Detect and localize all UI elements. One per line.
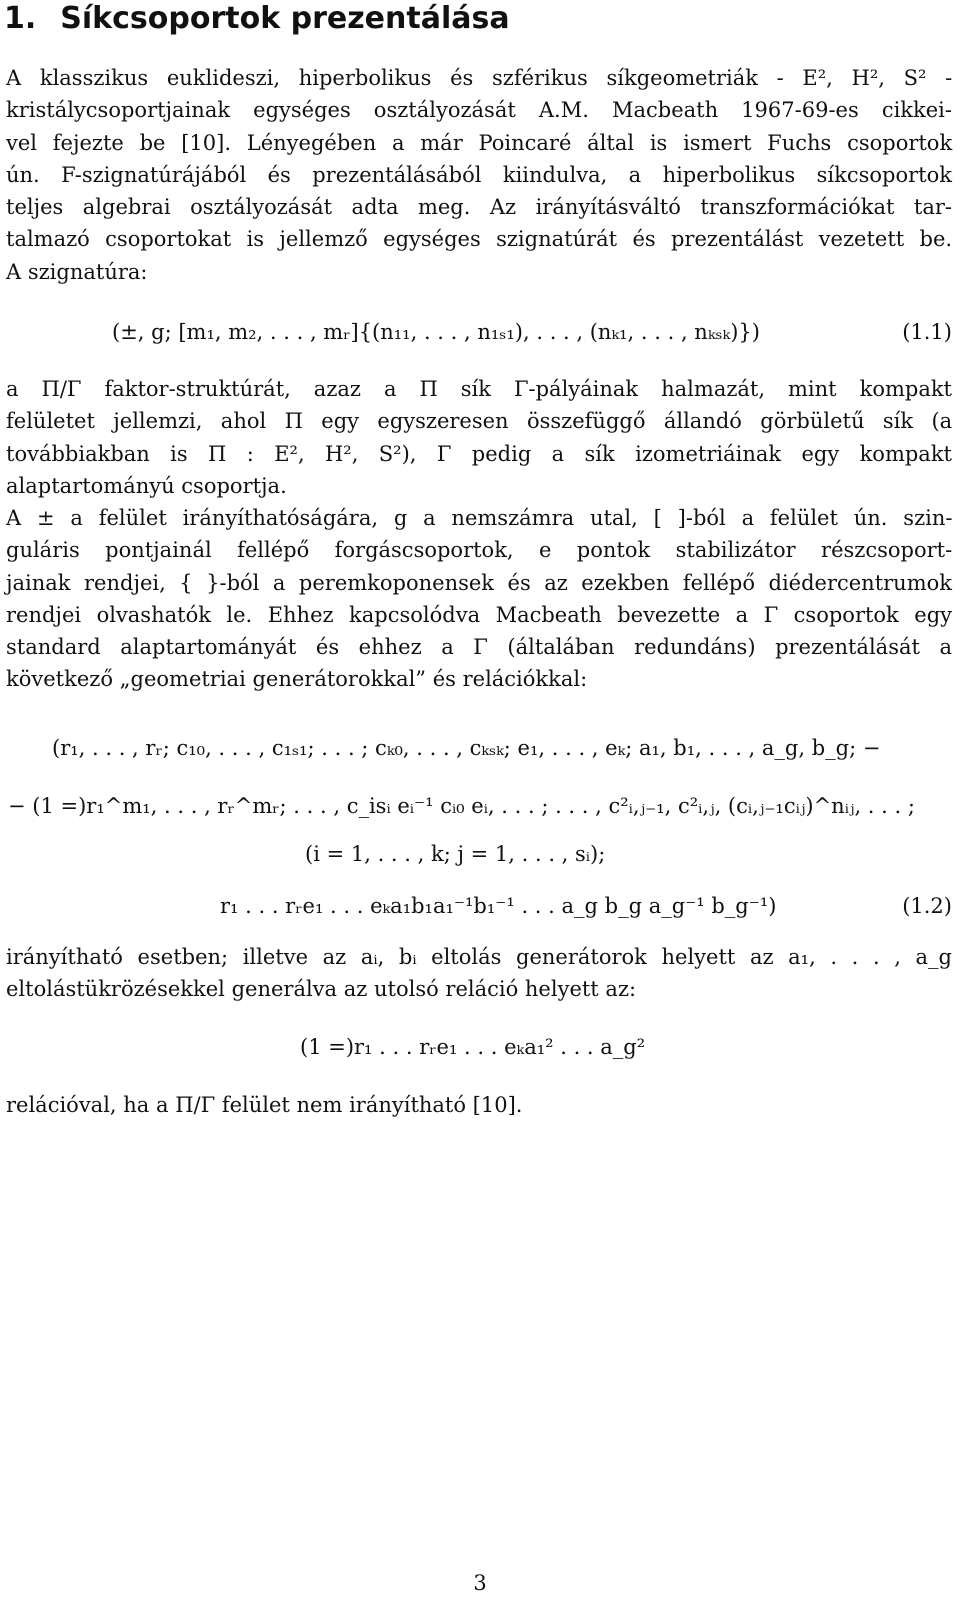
text-line: guláris pontjainál fellépő forgáscsoportok, e pontok stabilizátor részcsoport-: [6, 538, 953, 563]
equation-number: (1.1): [902, 320, 952, 344]
text-line: jainak rendjei, { }-ból a peremkoponensek és az ezekben fellépő diédercentrumok: [6, 570, 952, 595]
text-line: relációval, ha a Π/Γ felület nem irányítható [10].: [6, 1093, 523, 1117]
text-line: irányítható esetben; illetve az aᵢ, bᵢ eltolás generátorok helyett az a₁, . . . , a_g: [6, 945, 952, 969]
text-line: felületet jellemzi, ahol Π egy egyszeresen összefüggő állandó görbületű sík (a: [6, 409, 953, 434]
text-line: alaptartományú csoportja.: [6, 473, 287, 498]
text-line: A szignatúra:: [6, 259, 148, 284]
equation-nonorientable-relation: (1 =)r₁ . . . rᵣe₁ . . . eₖa₁² . . . a_g²: [300, 1035, 646, 1059]
paragraph-intro: [6, 62, 952, 288]
equation-generators-line1: (r₁, . . . , rᵣ; c₁₀, . . . , c₁ₛ₁; . . . ; cₖ₀, . . . , cₖₛₖ; e₁, . . . , eₖ; a₁, b₁, . . . , a_g, b_g; −: [52, 736, 881, 760]
section-heading: [4, 2, 510, 36]
text-line: talmazó csoportokat is jellemző egységes szignatúrát és prezentálást vezetett be.: [6, 227, 953, 252]
text-line: továbbiakban is Π : E², H², S²), Γ pedig a sík izometriáinak egy kompakt: [6, 441, 952, 466]
equation-generators-line4: r₁ . . . rᵣe₁ . . . eₖa₁b₁a₁⁻¹b₁⁻¹ . . . a_g b_g a_g⁻¹ b_g⁻¹): [220, 894, 777, 918]
equation-signature: (±, g; [m₁, m₂, . . . , mᵣ]{(n₁₁, . . . , n₁ₛ₁), . . . , (nₖ₁, . . . , nₖₛₖ)}): [112, 320, 760, 344]
text-line: standard alaptartományát és ehhez a Γ (általában redundáns) prezentálását a: [6, 635, 953, 660]
text-line: a Π/Γ faktor-struktúrát, azaz a Π sík Γ-pályáinak halmazát, mint kompakt: [6, 377, 952, 401]
paragraph-closing: [6, 1089, 952, 1121]
text-line: eltolástükrözésekkel generálva az utolsó reláció helyett az:: [6, 977, 637, 1002]
paragraph-factor-structure: [6, 373, 952, 502]
text-line: rendjei olvashatók le. Ehhez kapcsolódva Macbeath bevezette a Γ csoportok egy: [6, 602, 952, 627]
text-line: következő „geometriai generátorokkal” és relációkkal:: [6, 667, 588, 692]
text-line: A ± a felület irányíthatóságára, g a nemszámra utal, [ ]-ból a felület ún. szin-: [6, 506, 953, 530]
equation-generators-line2: − (1 =)r₁^m₁, . . . , rᵣ^mᵣ; . . . , c_isᵢ eᵢ⁻¹ cᵢ₀ eᵢ, . . . ; . . . , c²ᵢ,ⱼ₋₁, c²ᵢ,ⱼ, (cᵢ,ⱼ₋₁cᵢⱼ)^nᵢⱼ, . . . ;: [8, 794, 915, 818]
text-line: vel fejezte be [10]. Lényegében a már Poincaré által is ismert Fuchs csoportok: [6, 130, 953, 155]
section-number: 1.: [4, 1, 37, 36]
equation-generators-line3: (i = 1, . . . , k; j = 1, . . . , sᵢ);: [305, 842, 606, 866]
paragraph-signature-explanation: [6, 502, 952, 696]
section-title: Síkcsoportok prezentálása: [60, 1, 510, 36]
text-line: ún. F-szignatúrájából és prezentálásából kiindulva, a hiperbolikus síkcsoportok: [6, 162, 952, 187]
page-number: 3: [473, 1571, 487, 1595]
text-line: kristálycsoportjainak egységes osztályozását A.M. Macbeath 1967-69-es cikkei-: [6, 98, 952, 123]
paragraph-orientable-case: [6, 941, 952, 1006]
equation-number: (1.2): [902, 894, 952, 918]
text-line: A klasszikus euklideszi, hiperbolikus és szférikus síkgeometriák - E², H², S² -: [6, 66, 953, 90]
text-line: teljes algebrai osztályozását adta meg. Az irányításváltó transzformációkat tar-: [6, 195, 952, 220]
